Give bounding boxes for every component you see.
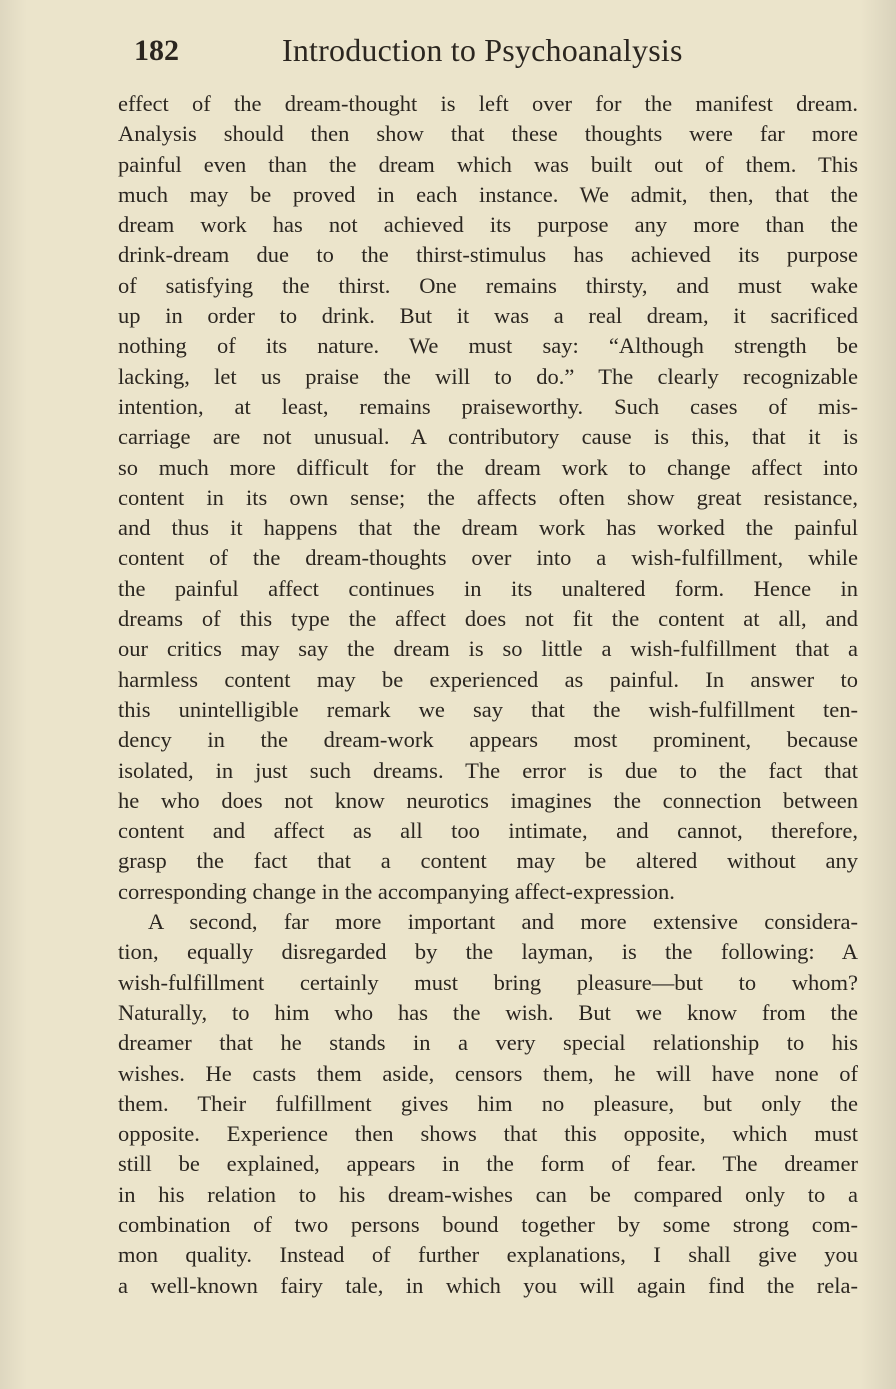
text-line: painful even than the dream which was built out of them. This (118, 151, 858, 177)
text-line: isolated, in just such dreams. The error is due to the fact that (118, 757, 858, 783)
text-line: mon quality. Instead of further explanations, I shall give you (118, 1242, 858, 1268)
text-line: dream work has not achieved its purpose any more than the (118, 212, 858, 238)
text-line: in his relation to his dream-wishes can be compared only to a (118, 1181, 858, 1207)
text-line: grasp the fact that a content may be altered without any (118, 848, 858, 874)
text-line: a well-known fairy tale, in which you will again find the rela- (118, 1272, 858, 1298)
text-line: nothing of its nature. We must say: “Although strength be (118, 333, 858, 359)
paragraph-2 (118, 907, 858, 1301)
text-line: dreamer that he stands in a very special relationship to his (118, 1030, 858, 1056)
text-line: content of the dream-thoughts over into a wish-fulfillment, while (118, 545, 858, 571)
text-line: up in order to drink. But it was a real dream, it sacrificed (118, 303, 858, 329)
text-line: and thus it happens that the dream work has worked the painful (118, 515, 858, 541)
text-line: corresponding change in the accompanying affect-expression. (118, 878, 675, 904)
text-line: content and affect as all too intimate, and cannot, therefore, (118, 818, 858, 844)
text-line: them. Their fulfillment gives him no pleasure, but only the (118, 1090, 858, 1116)
paragraph-1 (118, 89, 858, 907)
text-line: dency in the dream-work appears most prominent, because (118, 727, 858, 753)
text-line: much may be proved in each instance. We admit, then, that the (118, 181, 858, 207)
text-line: our critics may say the dream is so little a wish-fulfillment that a (118, 636, 858, 662)
text-line: still be explained, appears in the form of fear. The dreamer (118, 1151, 858, 1177)
text-line: Naturally, to him who has the wish. But we know from the (118, 999, 858, 1025)
page-number: 182 (134, 34, 179, 67)
text-line: this unintelligible remark we say that the wish-fulfillment ten- (118, 696, 858, 722)
text-line: of satisfying the thirst. One remains thirsty, and must wake (118, 272, 858, 298)
text-line: wishes. He casts them aside, censors them, he will have none of (118, 1060, 858, 1086)
text-line: Analysis should then show that these thoughts were far more (118, 121, 858, 147)
text-line: A second, far more important and more extensive considera- (148, 909, 858, 935)
text-line: opposite. Experience then shows that this opposite, which must (118, 1121, 858, 1147)
running-title: Introduction to Psychoanalysis (282, 32, 683, 68)
text-line: tion, equally disregarded by the layman, is the following: A (118, 939, 858, 965)
text-line: content in its own sense; the affects often show great resistance, (118, 484, 858, 510)
text-line: dreams of this type the affect does not fit the content at all, and (118, 606, 858, 632)
text-line: effect of the dream-thought is left over for the manifest dream. (118, 91, 858, 116)
page-header (134, 30, 734, 80)
page-body-text (118, 89, 858, 1301)
text-line: wish-fulfillment certainly must bring pleasure—but to whom? (118, 969, 858, 995)
text-line: drink-dream due to the thirst-stimulus has achieved its purpose (118, 242, 858, 268)
text-line: so much more difficult for the dream work to change affect into (118, 454, 858, 480)
text-line: lacking, let us praise the will to do.” The clearly recognizable (118, 363, 858, 389)
text-line: harmless content may be experienced as painful. In answer to (118, 666, 858, 692)
text-line: intention, at least, remains praiseworthy. Such cases of mis- (118, 393, 858, 419)
text-line: combination of two persons bound together by some strong com- (118, 1211, 858, 1237)
text-line: carriage are not unusual. A contributory cause is this, that it is (118, 424, 858, 450)
text-line: he who does not know neurotics imagines the connection between (118, 787, 858, 813)
text-line: the painful affect continues in its unaltered form. Hence in (118, 575, 858, 601)
